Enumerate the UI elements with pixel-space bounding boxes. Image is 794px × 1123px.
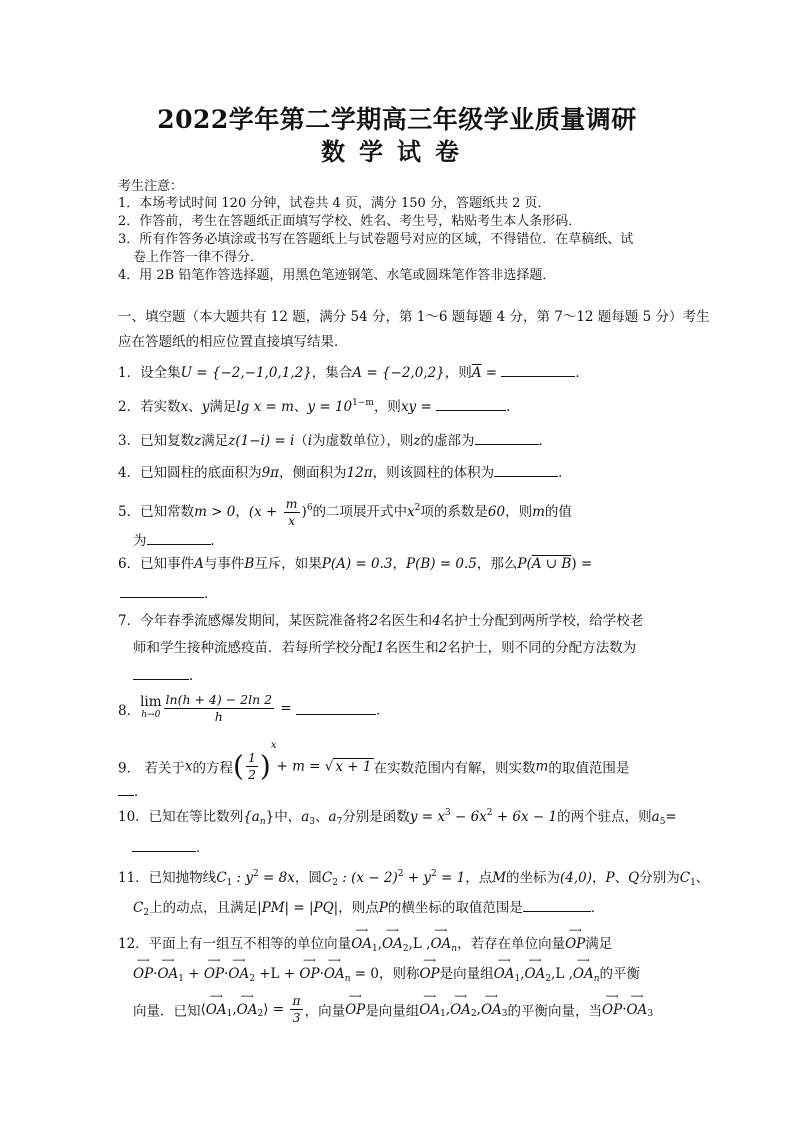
q6-union: A ∪ B xyxy=(531,556,572,572)
q11-point: Q xyxy=(628,870,640,886)
q12-vector: ⟶ OP xyxy=(419,966,439,982)
notice-item-2: 2．作答前，考生在答题纸正面填写学校、姓名、考生号，粘贴考生本人条形码． xyxy=(118,214,582,229)
q11-answer-blank[interactable] xyxy=(523,899,591,912)
q12-op: + xyxy=(184,966,204,982)
q12-text: 满足 xyxy=(585,936,613,952)
q11-text: ，点 xyxy=(465,870,493,886)
q12-vector: ⟶ OA xyxy=(228,966,249,982)
q11-text: 11．已知抛物线 xyxy=(118,870,217,886)
q12-index: 1 xyxy=(226,1009,233,1019)
q12-vector: ⟶ OA xyxy=(351,936,372,952)
question-12-line3 xyxy=(133,993,653,1026)
q3-var: z xyxy=(194,433,202,449)
q12-sep: , xyxy=(377,936,383,952)
q11-point: P xyxy=(378,900,388,916)
q9-sqrt-expr: x + 1 xyxy=(335,758,372,775)
q9-fraction: $\frac{1}{2}$ xyxy=(247,750,256,782)
q10-term-index: 3 xyxy=(309,817,316,827)
q7-num: 1 xyxy=(376,640,385,656)
q3-answer-blank[interactable] xyxy=(475,432,539,445)
q11-index: 1 xyxy=(690,878,696,888)
notice-item-3-cont: 卷上作答一律不得分． xyxy=(133,250,264,265)
q10-func: − 6x xyxy=(450,809,487,825)
q10-term: a xyxy=(301,809,310,825)
q11-text: 、 xyxy=(695,870,710,886)
q1-text: ，集合 xyxy=(311,365,353,381)
q12-dot: · xyxy=(153,966,158,982)
q10-seq-index: n xyxy=(259,817,266,827)
q3-text: 3．已知复数 xyxy=(118,433,195,449)
q2-exponent: 1−m xyxy=(352,398,374,408)
q7-text: 名医生和 xyxy=(384,640,439,656)
question-7-cont xyxy=(133,636,636,656)
q10-power: 2 xyxy=(486,808,493,818)
q3-text: 的虚部为 xyxy=(420,433,475,449)
q11-eq: = 1 xyxy=(436,870,466,886)
question-6-cont xyxy=(118,582,218,602)
question-12-line2 xyxy=(133,962,640,984)
q5-text: ， xyxy=(235,504,249,520)
q6-event: A xyxy=(194,556,204,572)
q8-limit: lim h→0 xyxy=(140,693,162,720)
q11-curve: C xyxy=(321,870,333,886)
q2-var: y xyxy=(201,399,210,415)
q7-num: 4 xyxy=(432,613,441,629)
q12-vector: ⟶ OP xyxy=(565,936,585,952)
q12-index: 2 xyxy=(470,1009,477,1019)
q3-text: （ xyxy=(294,433,308,449)
q12-text: 的平衡 xyxy=(599,966,641,982)
q2-var: x xyxy=(180,399,189,415)
q5-fraction: $\frac{m}{x}$ xyxy=(285,496,298,528)
q6-text: ， xyxy=(392,556,406,572)
q5-text: 5．已知常数 xyxy=(118,504,195,520)
q11-text: 的横坐标的取值范围是 xyxy=(387,900,523,916)
q10-term-index: 7 xyxy=(336,817,343,827)
question-7 xyxy=(118,609,643,629)
q1-end: ． xyxy=(575,365,589,381)
q4-end: ． xyxy=(558,465,572,481)
question-7-cont2 xyxy=(133,664,203,684)
q9-open-paren: ( xyxy=(233,749,244,783)
q5-end: ． xyxy=(210,533,224,549)
q11-power: 2 xyxy=(430,869,437,879)
q9-var: x xyxy=(184,758,193,775)
q11-text: ，圆 xyxy=(294,870,322,886)
q6-prob: P(B) = 0.5 xyxy=(406,556,477,572)
q10-text: 分别是函数 xyxy=(342,809,410,825)
q11-eq: : y xyxy=(232,870,254,886)
q11-eq: : (x − 2) xyxy=(337,870,398,886)
q5-var: m xyxy=(532,504,545,520)
q9-answer-blank[interactable] xyxy=(118,783,134,796)
q5-expr: ) xyxy=(301,504,307,520)
q11-coord: (4,0) xyxy=(560,870,593,886)
q5-text: 为 xyxy=(133,533,147,549)
q12-index: 1 xyxy=(514,974,521,984)
exam-title: 2022学年第二学期高三年级学业质量调研 xyxy=(157,105,637,134)
q9-var: m xyxy=(535,758,549,775)
q5-text: 项的系数是 xyxy=(420,504,488,520)
q12-index: 2 xyxy=(545,974,552,984)
question-12 xyxy=(118,932,612,954)
q10-answer-blank[interactable] xyxy=(132,839,196,852)
q12-op: = 0 xyxy=(350,966,379,982)
q4-answer-blank[interactable] xyxy=(494,464,558,477)
q11-text: 、 xyxy=(614,870,629,886)
q10-power: 3 xyxy=(444,808,451,818)
q5-term-power: 2 xyxy=(414,503,421,513)
q12-vector: ⟶ OP xyxy=(204,966,224,982)
q6-equals: ) = xyxy=(571,556,593,572)
q12-vector: ⟶ OA xyxy=(206,1002,227,1018)
q2-product: xy xyxy=(400,399,417,415)
q6-event: B xyxy=(244,556,255,572)
q12-vector: ⟶ OA xyxy=(430,936,451,952)
q12-index: 1 xyxy=(178,974,185,984)
q11-eq: + y xyxy=(403,870,431,886)
q11-point: M xyxy=(492,870,507,886)
q6-text: 6．已知事件 xyxy=(118,556,195,572)
q12-text: 是向量组 xyxy=(365,1003,420,1020)
q5-power: 6 xyxy=(306,503,313,513)
q2-end: ． xyxy=(506,399,520,415)
q12-vector: ⟶ OP xyxy=(299,966,319,982)
notice-item-1: 1．本场考试时间 120 分钟，试卷共 4 页，满分 150 分，答题纸共 2 页． xyxy=(118,196,551,211)
q12-sep: ,L , xyxy=(408,936,431,952)
q10-func: + 6x − 1 xyxy=(492,809,558,825)
question-2 xyxy=(118,395,520,415)
q10-equals: = xyxy=(665,809,677,825)
q11-index: 1 xyxy=(226,878,233,888)
q4-text: ，侧面积为 xyxy=(279,465,347,481)
q11-cond: |PM| = |PQ| xyxy=(257,900,339,916)
q12-text: ，向量 xyxy=(304,1003,346,1020)
q4-value: 9π xyxy=(261,465,280,481)
q12-fraction: $\frac{\pi}{3}$ xyxy=(292,993,301,1025)
q11-power: 2 xyxy=(397,869,404,879)
q12-text: 是向量组 xyxy=(439,966,494,982)
q4-text: ，则该圆柱的体积为 xyxy=(372,465,495,481)
q12-index: 3 xyxy=(647,1009,654,1019)
q3-var: i xyxy=(307,433,313,449)
q10-text: 的两个驻点，则 xyxy=(557,809,652,825)
q2-formula: lg x = m xyxy=(236,399,294,415)
q2-formula: y = 10 xyxy=(307,399,353,415)
q12-vector: ⟶ OA xyxy=(419,1002,440,1018)
q5-answer-blank[interactable] xyxy=(147,532,211,545)
q12-sep: , xyxy=(445,1001,451,1018)
q12-angle: ⟨ xyxy=(200,1001,206,1018)
q9-close-paren: ) xyxy=(259,749,271,783)
q11-end: ． xyxy=(590,900,605,916)
q5-expr: (x + xyxy=(248,504,282,520)
q9-sqrt-sign: √ xyxy=(324,758,334,775)
q12-sep: ,L , xyxy=(551,966,573,982)
q2-text: 2．若实数 xyxy=(118,399,181,415)
q5-coef: 60 xyxy=(487,504,506,520)
question-11-cont xyxy=(133,896,604,918)
q12-vector: ⟶ OA xyxy=(481,1002,502,1018)
q8-equals: = xyxy=(276,700,297,717)
q7-text: 名护士，则不同的分配方法数为 xyxy=(447,640,637,656)
question-4 xyxy=(118,461,572,481)
q10-term: a xyxy=(651,809,660,825)
question-10 xyxy=(118,805,677,827)
q1-set-u: U = {−2,−1,0,1,2} xyxy=(180,365,312,381)
q12-text: 向量．已知 xyxy=(133,1003,201,1020)
q12-index: n xyxy=(344,974,351,984)
q7-answer-blank[interactable] xyxy=(133,667,189,680)
q10-term: a xyxy=(328,809,337,825)
q6-prob: P( xyxy=(517,556,532,572)
q11-power: 2 xyxy=(253,869,259,879)
q11-text: 上的动点，且满足 xyxy=(149,900,258,916)
q12-index: 2 xyxy=(257,1009,264,1019)
q1-set-a: A = {−2,0,2} xyxy=(352,365,445,381)
question-5-cont xyxy=(133,529,224,549)
q5-text: ，则 xyxy=(505,504,533,520)
q12-text: ，则称 xyxy=(378,966,420,982)
q10-seq: {a xyxy=(243,809,260,825)
q8-answer-blank[interactable] xyxy=(296,702,376,715)
q3-text: 满足 xyxy=(201,433,229,449)
q1-complement-a: $\overline{A}$ xyxy=(471,365,482,381)
q11-eq: = 8x xyxy=(258,870,295,886)
q1-text: ，则 xyxy=(444,365,472,381)
section-instructions-line1: 一、填空题（本大题共有 12 题，满分 54 分，第 1～6 题每题 4 分，第 7～12 题每题 5 分）考生 xyxy=(118,309,710,325)
q12-dot: · xyxy=(319,966,324,982)
q5-term: x xyxy=(407,504,415,520)
q9-text: 9． 若关于 xyxy=(118,760,185,777)
q1-equals: = xyxy=(481,365,502,381)
q10-text: 、 xyxy=(315,809,329,825)
q6-end: ． xyxy=(204,586,218,602)
q8-end: ． xyxy=(376,702,390,719)
q12-index: 3 xyxy=(501,1009,508,1019)
q2-text: 、 xyxy=(188,399,202,415)
q12-text: 12．平面上有一组互不相等的单位向量 xyxy=(118,936,352,952)
q12-vector: ⟶ OP xyxy=(602,1002,622,1018)
q12-vector: ⟶ OP xyxy=(133,966,153,982)
question-3 xyxy=(118,429,552,449)
q10-text: 中， xyxy=(274,809,302,825)
notice-heading: 考生注意： xyxy=(118,179,184,194)
q11-curve: C xyxy=(216,870,227,886)
q7-text: 7．今年春季流感爆发期间，某医院准备将 xyxy=(118,613,370,629)
q6-prob: P(A) = 0.3 xyxy=(321,556,393,572)
q8-fraction: $\frac{\ln(h + 4) - 2\ln 2}{h}$ xyxy=(165,692,273,724)
q12-sep: , xyxy=(476,1001,481,1018)
q3-text: 为虚数单位），则 xyxy=(312,433,414,449)
q2-text: ，则 xyxy=(373,399,401,415)
q3-end: ． xyxy=(538,433,552,449)
q12-vector: ⟶ OA xyxy=(382,936,403,952)
exam-subtitle: 数学试卷 xyxy=(321,137,473,166)
q12-index: 1 xyxy=(440,1009,446,1019)
q1-answer-blank[interactable] xyxy=(501,364,575,377)
q12-vector: ⟶ OA xyxy=(626,1002,647,1018)
q6-text: 与事件 xyxy=(203,556,245,572)
question-11 xyxy=(118,866,709,888)
q12-index: n xyxy=(593,974,600,984)
q2-answer-blank[interactable] xyxy=(436,398,506,411)
q12-index: 2 xyxy=(249,974,255,984)
q11-text: 的坐标为 xyxy=(506,870,561,886)
q9-power: x xyxy=(270,740,277,751)
q5-text: 的值 xyxy=(544,504,572,520)
question-5 xyxy=(118,496,572,529)
q2-text: 、 xyxy=(293,399,308,415)
q12-text: ，若存在单位向量 xyxy=(457,936,566,952)
q11-point: P xyxy=(605,870,615,886)
q12-dot: · xyxy=(224,966,229,982)
q3-var: z xyxy=(413,433,421,449)
q12-sep: , xyxy=(232,1001,237,1018)
q12-vector: ⟶ OA xyxy=(450,1002,471,1018)
q10-text: 10．已知在等比数列 xyxy=(118,809,244,825)
q11-text: ，则点 xyxy=(338,900,379,916)
q12-dot: · xyxy=(622,1001,627,1018)
q7-num: 2 xyxy=(369,613,379,629)
q6-text: ，那么 xyxy=(476,556,518,572)
q7-text: 名医生和 xyxy=(378,613,433,629)
notice-item-4: 4．用 2B 铅笔作答选择题，用黑色笔迹钢笔、水笔或圆珠笔作答非选择题． xyxy=(118,268,556,283)
q5-text: 的二项展开式中 xyxy=(312,504,408,520)
q12-index: 2 xyxy=(402,944,409,954)
q11-text: 分别为 xyxy=(639,870,680,886)
q9-text: 的取值范围是 xyxy=(548,760,630,777)
q7-text: 名护士分配到两所学校，给学校老 xyxy=(440,613,644,629)
q1-text: 1．设全集 xyxy=(118,365,181,381)
question-10-cont xyxy=(118,836,210,856)
q7-text: 师和学生接种流感疫苗．若每所学校分配 xyxy=(133,640,376,656)
q10-end: ． xyxy=(196,840,210,856)
q5-cond: m > 0 xyxy=(194,504,236,520)
q2-equals: = xyxy=(416,399,437,415)
q11-index: 2 xyxy=(332,878,338,888)
q9-expr: + m = xyxy=(276,758,325,775)
q7-end: ． xyxy=(189,668,203,684)
q12-sep: , xyxy=(520,966,525,982)
q12-angle: ⟩ = xyxy=(263,1001,289,1018)
q12-op: +L + xyxy=(254,966,300,982)
q11-text: ， xyxy=(592,870,606,886)
q10-func: y = x xyxy=(409,809,445,825)
q8-number: 8． xyxy=(118,702,141,719)
q12-vector: ⟶ OP xyxy=(345,1002,365,1018)
question-1 xyxy=(118,361,589,381)
q12-vector: ⟶ OA xyxy=(237,1002,258,1018)
q11-curve: C xyxy=(133,900,144,916)
question-8 xyxy=(118,692,390,725)
q4-text: 4．已知圆柱的底面积为 xyxy=(118,465,262,481)
q4-value: 12π xyxy=(346,465,373,481)
q11-curve: C xyxy=(679,870,691,886)
q12-vector: ⟶ OA xyxy=(494,966,515,982)
q3-formula: z(1−i) = i xyxy=(228,433,295,449)
q6-text: 互斥，如果 xyxy=(254,556,322,572)
q9-text: 的方程 xyxy=(192,760,234,777)
q12-vector: ⟶ OA xyxy=(573,966,594,982)
q11-index: 2 xyxy=(143,908,150,918)
question-9-cont xyxy=(118,780,148,800)
q12-vector: ⟶ OA xyxy=(324,966,345,982)
q2-text: 满足 xyxy=(209,399,237,415)
q9-end: ． xyxy=(134,784,148,800)
q6-answer-blank[interactable] xyxy=(120,585,204,598)
q12-index: 1 xyxy=(372,944,378,954)
q12-index: n xyxy=(451,944,458,954)
q7-num: 2 xyxy=(438,640,448,656)
q12-text: 的平衡向量，当 xyxy=(507,1003,603,1020)
q12-vector: ⟶ OA xyxy=(524,966,545,982)
q10-term-index: 5 xyxy=(659,817,666,827)
q12-vector: ⟶ OA xyxy=(157,966,178,982)
question-6 xyxy=(118,552,592,572)
question-9 xyxy=(118,740,629,783)
notice-item-3: 3．所有作答务必填涂或书写在答题纸上与试卷题号对应的区域，不得错位．在草稿纸、试 xyxy=(118,232,634,247)
q10-seq: } xyxy=(265,809,275,825)
q9-text: 在实数范围内有解，则实数 xyxy=(373,760,536,777)
section-instructions-line2: 应在答题纸的相应位置直接填写结果． xyxy=(118,334,348,350)
